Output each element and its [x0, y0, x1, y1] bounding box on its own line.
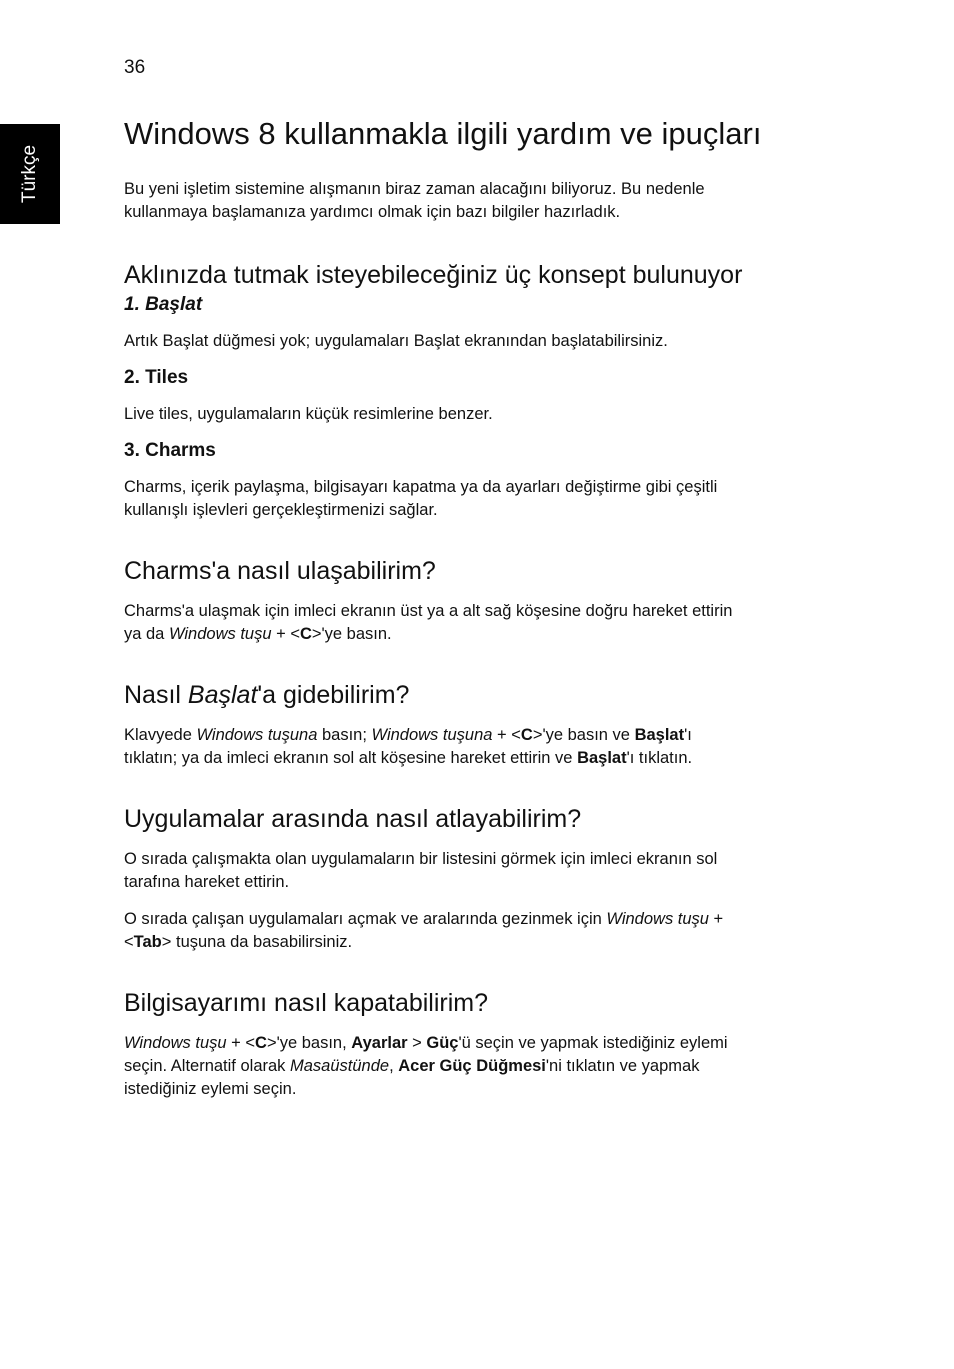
key-tab: Tab: [133, 933, 162, 951]
page-content: [124, 114, 824, 1101]
concept-3-title: 3. Charms: [124, 440, 216, 461]
key-c: C: [520, 726, 533, 744]
apps-text: tarafına hareket ettirin.: [124, 873, 290, 891]
desktop-term: Masaüstünde: [290, 1057, 390, 1075]
charms-line-1: Charms'a ulaşmak için imleci ekranın üst ya a alt sağ köşesine doğru hareket ettirin: [124, 602, 733, 620]
key-c: C: [255, 1034, 267, 1052]
concept-2-title: 2. Tiles: [124, 367, 189, 388]
charms-paragraph: [124, 600, 824, 646]
page-title: Windows 8 kullanmakla ilgili yardım ve ipuçları: [124, 116, 762, 151]
start-heading-text: 'a gidebilirim?: [257, 681, 410, 709]
windows-key-term: Windows tuşuna: [196, 726, 318, 744]
windows-key-term: Windows tuşu: [168, 625, 272, 643]
concept-3-line-1: Charms, içerik paylaşma, bilgisayarı kapatma ya da ayarları değiştirme gibi çeşitli: [124, 478, 718, 496]
start-text: basın;: [317, 726, 372, 744]
apps-text: <: [124, 933, 134, 951]
intro-line-1: Bu yeni işletim sistemine alışmanın biraz zaman alacağını biliyoruz. Bu nedenle: [124, 180, 705, 198]
concept-2-text: Live tiles, uygulamaların küçük resimlerine benzer.: [124, 405, 493, 423]
start-heading: [124, 678, 824, 712]
intro-paragraph: [124, 178, 824, 224]
power-term: Güç: [426, 1034, 459, 1052]
start-heading-text: Nasıl: [124, 681, 188, 709]
start-text: tıklatın; ya da imleci ekranın sol alt köşesine hareket ettirin ve: [124, 749, 578, 767]
start-term: Başlat: [577, 749, 627, 767]
settings-term: Ayarlar: [351, 1034, 408, 1052]
charms-text: >'ye basın.: [311, 625, 392, 643]
charms-text: + <: [271, 625, 300, 643]
start-text: Klavyede: [124, 726, 197, 744]
start-heading-term: Başlat: [187, 681, 258, 709]
shutdown-text: >: [407, 1034, 427, 1052]
start-text: 'ı: [684, 726, 692, 744]
intro-line-2: kullanmaya başlamanıza yardımcı olmak için bazı bilgiler hazırladık.: [124, 203, 621, 221]
shutdown-text: seçin. Alternatif olarak: [124, 1057, 290, 1075]
shutdown-heading: Bilgisayarımı nasıl kapatabilirim?: [124, 989, 489, 1017]
side-tab-label: Türkçe: [19, 144, 40, 204]
shutdown-text: ,: [389, 1057, 399, 1075]
shutdown-text: 'ni tıklatın ve yapmak: [545, 1057, 700, 1075]
page-number: 36: [124, 57, 146, 78]
charms-text: ya da: [124, 625, 169, 643]
acer-power-button-term: Acer Güç Düğmesi: [398, 1057, 546, 1075]
apps-paragraph-2: [124, 908, 824, 954]
start-term: Başlat: [634, 726, 685, 744]
concepts-heading: Aklınızda tutmak isteyebileceğiniz üç konsept bulunuyor: [124, 261, 743, 289]
windows-key-term: Windows tuşu: [606, 910, 709, 928]
concept-1-title: 1. Başlat: [124, 294, 203, 315]
apps-text: O sırada çalışan uygulamaları açmak ve aralarında gezinmek için: [124, 910, 607, 928]
key-c: C: [299, 625, 312, 643]
concept-3-line-2: kullanışlı işlevleri gerçekleştirmenizi sağlar.: [124, 501, 438, 519]
apps-text: O sırada çalışmakta olan uygulamaların bir listesini görmek için imleci ekranın sol: [124, 850, 718, 868]
concept-3-text: [124, 476, 824, 522]
shutdown-text: 'ü seçin ve yapmak istediğiniz eylemi: [458, 1034, 728, 1052]
shutdown-text: istediğiniz eylemi seçin.: [124, 1080, 297, 1098]
language-side-tab: [0, 124, 60, 224]
shutdown-text: + <: [226, 1034, 256, 1052]
windows-key-term: Windows tuşuna: [371, 726, 493, 744]
start-paragraph: [124, 724, 824, 770]
shutdown-paragraph: [124, 1032, 824, 1101]
apps-text: +: [708, 910, 724, 928]
shutdown-text: >'ye basın,: [266, 1034, 352, 1052]
start-text: 'ı tıklatın.: [626, 749, 693, 767]
apps-text: > tuşuna da basabilirsiniz.: [161, 933, 353, 951]
apps-heading: Uygulamalar arasında nasıl atlayabilirim?: [124, 805, 582, 833]
windows-key-term: Windows tuşu: [124, 1034, 227, 1052]
start-text: >'ye basın ve: [532, 726, 635, 744]
apps-paragraph-1: [124, 848, 824, 894]
concept-1-text: Artık Başlat düğmesi yok; uygulamaları Başlat ekranından başlatabilirsiniz.: [124, 332, 668, 350]
start-text: + <: [492, 726, 521, 744]
charms-heading: Charms'a nasıl ulaşabilirim?: [124, 557, 436, 585]
